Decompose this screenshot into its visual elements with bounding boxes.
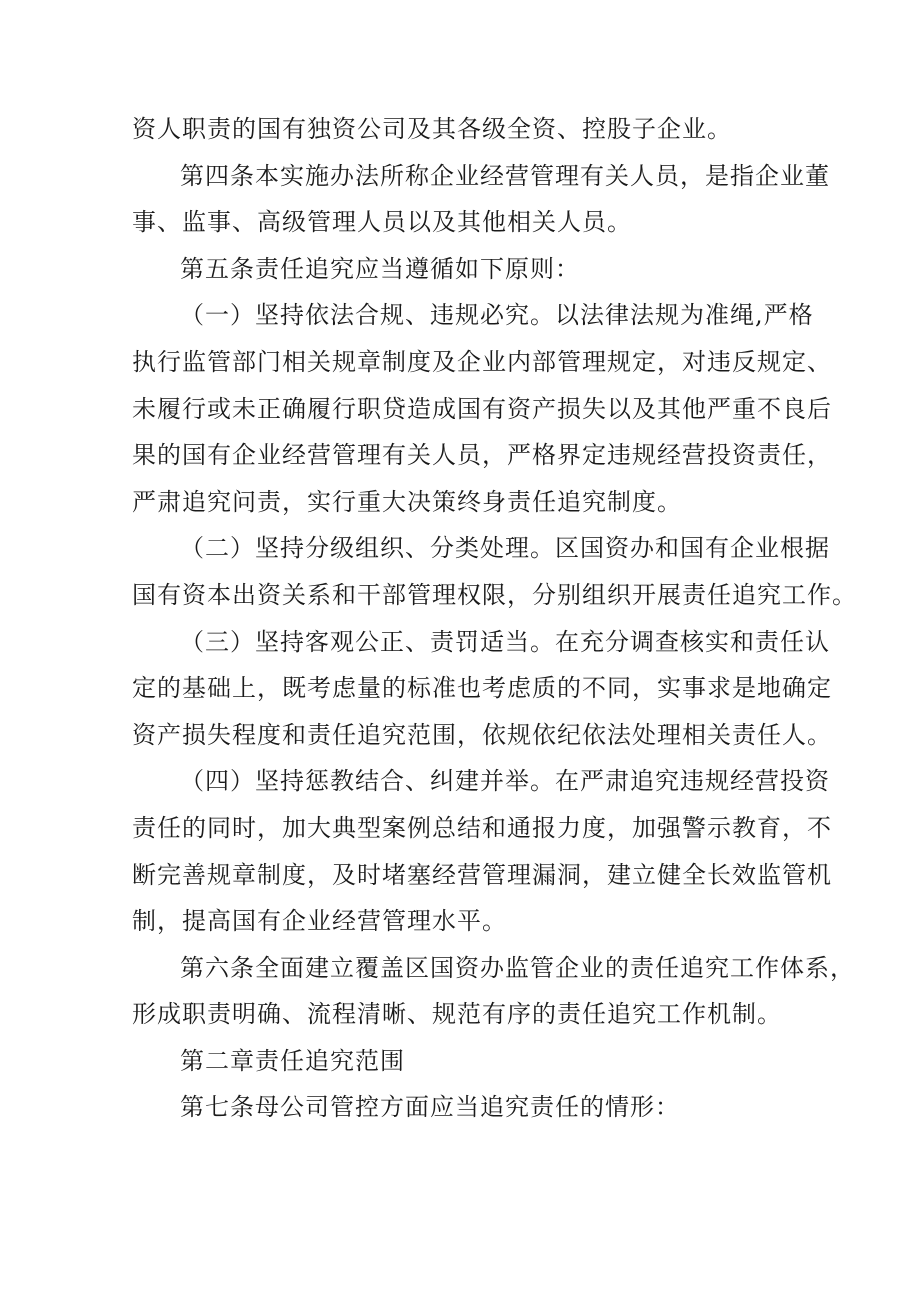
paragraph-line: 定的基础上，既考虑量的标准也考虑质的不同，实事求是地确定 <box>132 674 832 703</box>
paragraph-line: 资产损失程度和责任追究范围，依规依纪依法处理相关责任人。 <box>132 720 832 749</box>
paragraph-line: 第五条责任追究应当遵循如下原则： <box>180 254 580 283</box>
paragraph-line: 事、监事、高级管理人员以及其他相关人员。 <box>132 208 632 237</box>
paragraph-line: （一）坚持依法合规、违规必究。以法律法规为准绳,严格 <box>180 301 814 330</box>
paragraph-line: 断完善规章制度，及时堵塞经营管理漏洞，建立健全长效监管机 <box>132 860 832 889</box>
paragraph-line: 制，提高国有企业经营管理水平。 <box>132 907 507 936</box>
paragraph-line: 国有资本出资关系和干部管理权限，分别组织开展责任追究工作。 <box>132 580 857 609</box>
paragraph-line: （四）坚持惩教结合、纠建并举。在严肃追究违规经营投资 <box>180 767 830 796</box>
chapter-heading: 第二章责任追究范围 <box>180 1046 405 1075</box>
paragraph-line: 责任的同时，加大典型案例总结和通报力度，加强警示教育，不 <box>132 813 832 842</box>
paragraph-line: （三）坚持客观公正、责罚适当。在充分调查核实和责任认 <box>180 627 830 656</box>
paragraph-line: 未履行或未正确履行职贷造成国有资产损失以及其他严重不良后 <box>132 394 832 423</box>
paragraph-line: 果的国有企业经营管理有关人员，严格界定违规经营投资责任， <box>132 441 832 470</box>
document-body <box>132 106 857 1131</box>
paragraph-line: 严肃追究问责，实行重大决策终身责任追究制度。 <box>132 487 682 516</box>
paragraph-line: 第四条本实施办法所称企业经营管理有关人员，是指企业董 <box>180 161 830 190</box>
paragraph-line: （二）坚持分级组织、分类处理。区国资办和国有企业根据 <box>180 534 830 563</box>
paragraph-line: 第七条母公司管控方面应当追究责任的情形： <box>180 1093 680 1122</box>
paragraph-line: 形成职责明确、流程清晰、规范有序的责任追究工作机制。 <box>132 1000 782 1029</box>
paragraph-line: 第六条全面建立覆盖区国资办监管企业的责任追究工作体系， <box>180 953 855 982</box>
paragraph-line: 执行监管部门相关规章制度及企业内部管理规定，对违反规定、 <box>132 347 832 376</box>
paragraph-line: 资人职责的国有独资公司及其各级全资、控股子企业。 <box>132 115 732 143</box>
